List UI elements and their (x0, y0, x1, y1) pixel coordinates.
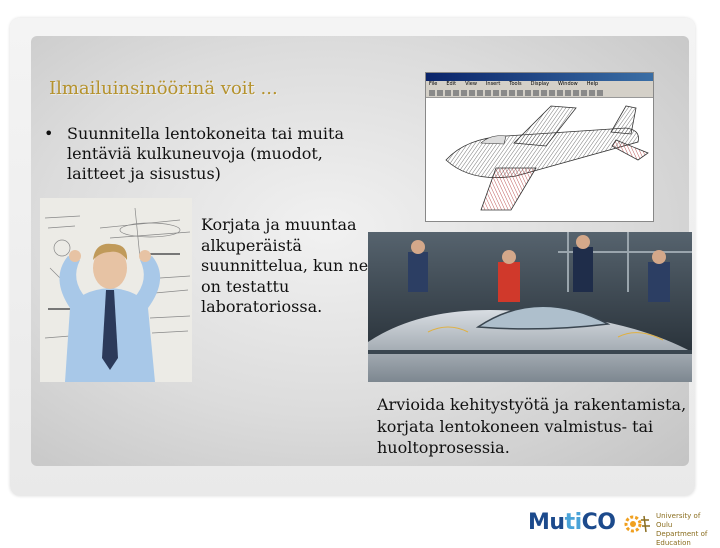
bullet-item-design (44, 124, 384, 184)
aircraft-maintenance-photo (368, 232, 692, 382)
cad-toolbar (426, 88, 653, 98)
wireframe-airplane-icon (426, 98, 651, 220)
slide-title: Ilmailuinsinöörinä voit ... (49, 78, 278, 99)
cad-screenshot-image (425, 72, 654, 222)
bullet-dot: • (44, 124, 54, 143)
bullet-text-evaluate: Arvioida kehitystyötä ja rakentamista, korjata lentokoneen valmistus- tai huoltoprosessia. (377, 395, 687, 457)
multico-wordmark: MutiCO (528, 510, 616, 535)
bullet-text-design: Suunnitella lentokoneita tai muita lentäviä kulkuneuvoja (muodot, laitteet ja sisustus) (67, 124, 345, 183)
gear-icon (624, 512, 652, 536)
university-label: University of Oulu Department of Education (656, 512, 708, 547)
engineer-photo (40, 198, 192, 382)
cad-menubar: File Edit View Insert Tools Display Window Help (426, 81, 653, 88)
multico-logo (524, 506, 718, 547)
bullet-text-modify: Korjata ja muuntaa alkuperäistä suunnittelua, kun ne on testattu laboratoriossa. (201, 215, 369, 316)
cad-titlebar (426, 73, 653, 81)
